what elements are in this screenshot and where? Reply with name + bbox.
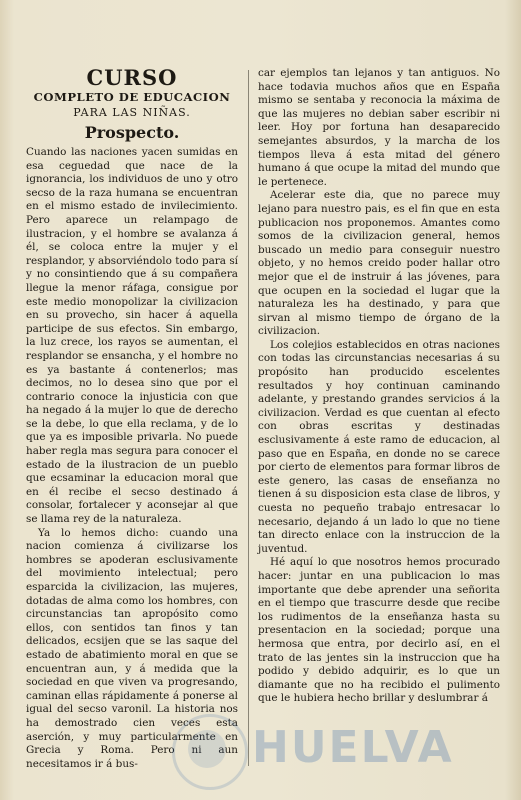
left-column xyxy=(26,0,238,800)
library-seal-emblem-icon xyxy=(188,730,226,768)
watermark-text: HUELVA xyxy=(252,722,454,773)
document-subtitle: COMPLETO DE EDUCACION xyxy=(33,90,231,104)
section-heading: Prospecto. xyxy=(84,123,180,142)
document-title: CURSO xyxy=(86,65,178,90)
column-divider xyxy=(248,70,249,766)
paragraph: Los colejios establecidos en otras naciones con todas las circunstancias necesarias á su propósito han producido escelentes resultados y hoy continuan caminando adelante, y prestando grandes servicios á la civilizacion. Verdad es que cuentan al efecto con obras escritas y destinadas esclusivamente á este ramo de educacion, al paso que en España, en donde no se carece por cierto de elementos para formar libros de este genero, las casas de enseñanza no tienen á su disposicion esta clase de libros, y cuesta no pequeño trabajo entresacar lo necesario, dejando á un lado lo que no tiene tan directo enlace con la instruccion de la juventud. xyxy=(258,338,500,555)
paragraph: car ejemplos tan lejanos y tan antiguos. No hace todavia muchos años que en España mismo se sentaba y reconocia la máxima de que las mujeres no debian saber escribir ni leer. Hoy por fortuna han desaparecido semejantes absurdos, y la marcha de los tiempos lleva á esta mitad del género humano á que ocupe la mitad del mundo que le pertenece. xyxy=(258,67,500,188)
document-audience: PARA LAS NIÑAS. xyxy=(73,106,191,119)
paragraph: Ya lo hemos dicho: cuando una nacion comienza á civilizarse los hombres se apoderan esclusivamente del movimiento intelectual; pero esparcida la civilizacion, las mujeres, dotadas de alma como los hombres, con circunstancias tan apropósito como ellos, con sentidos tan finos y tan delicados, ecsijen que se las saque del estado de abatimiento moral en que se encuentran aun, y á medida que la sociedad en que viven va progresando, caminan ellas rápidamente á ponerse al igual del secso varonil. La historia nos ha demostrado cien veces esta aserción, y muy particularmente en Grecia y Roma. Pero ni aun necesitamos ir á bus- xyxy=(26,526,238,770)
right-column xyxy=(258,0,500,800)
paragraph: Hé aquí lo que nosotros hemos procurado hacer: juntar en una publicacion lo mas importante que debe aprender una señorita en el tiempo que trascurre desde que recibe los rudimentos de la enseñanza hasta su presentacion en la sociedad; porque una hermosa que entra, por decirlo así, en el trato de las jentes sin la instruccion que ha podido y debido adquirir, es lo que un diamante que no ha recibido el pulimento que le hubiera hecho brillar y deslumbrar á xyxy=(258,556,500,705)
paragraph: Cuando las naciones yacen sumidas en esa ceguedad que nace de la ignorancia, los individuos de uno y otro secso de la raza humana se encuentran en el mismo estado de invilecimiento. Pero aparece un relampago de ilustracion, y el hombre se avalanza á él, se coloca entre la mujer y el resplandor, y absorviéndolo todo para sí y no consintiendo que á su compañera llegue la menor ráfaga, consigue por este medio monopolizar la civilizacion en su provecho, sin hacer á aquella participe de sus efectos. Sin embargo, la luz crece, los rayos se aumentan, el resplandor se ensancha, y el hombre no es ya bastante á contenerlos; mas decimos, no lo desea sino que por el contrario conoce la injusticia con que ha negado á la mujer lo que de derecho se la debe, lo que ella reclama, y de lo que ya es imposible privarla. No puede haber regla mas segura para conocer el estado de la ilustracion de un pueblo que ecsaminar la educacion moral que en él recibe el secso destinado á consolar, fortalecer y aconsejar al que se llama rey de la naturaleza. xyxy=(26,146,238,526)
paragraph: Acelerar este dia, que no parece muy lejano para nuestro pais, es el fin que en esta publicacion nos proponemos. Amantes como somos de la civilizacion general, hemos buscado un medio para conseguir nuestro objeto, y no hemos creido poder hallar otro mejor que el de instruir á las jóvenes, para que ocupen en la sociedad el lugar que la naturaleza les ha destinado, y para que sirvan al mismo tiempo de órgano de la civilizacion. xyxy=(258,189,500,338)
